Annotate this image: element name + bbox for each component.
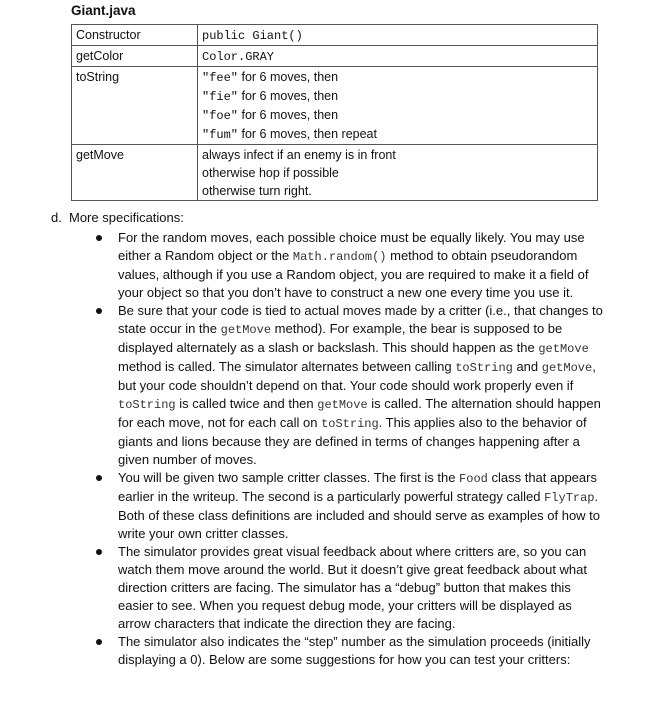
row-value [198,67,598,145]
bullet-item [118,302,606,469]
bullet-text: is called twice and then [175,396,318,411]
inline-code: getMove [538,342,589,356]
bullet-text: You will be given two sample critter classes. The first is the [118,470,460,485]
row-label: Constructor [72,25,198,46]
inline-code: getMove [220,323,272,337]
line-text: for 6 moves, then [238,70,339,84]
bullet-text: . This applies also to the behavior of giants and lions because they are defined in terms of changes happening after a given number of moves. [118,415,587,467]
inline-code: toString [455,361,513,375]
code-value: Color.GRAY [202,50,275,64]
bullet-item [118,633,606,669]
line-text: for 6 moves, then [238,108,339,122]
row-label: getMove [72,145,198,201]
code-value: "fee" [202,71,239,85]
bullet-icon [96,475,102,481]
bullet-list [118,229,606,669]
bullet-text: . Both of these class definitions are included and should serve as examples of how to write your own critter classes. [118,489,601,541]
bullet-text: , but your code shouldn’t depend on that. Your code should work properly even if [118,359,596,393]
inline-code: getMove [317,398,368,412]
row-label: toString [72,67,198,145]
inline-code: getMove [541,361,593,375]
code-value: "foe" [202,109,239,123]
row-label: getColor [72,46,198,67]
bullet-text: The simulator provides great visual feedback about where critters are, so you can watch them move around the world. But it doesn’t give great feedback about what direction critters are facing. The simulator has a “debug” button that makes this easier to see. When you request debug mode, your critters will be displayed as arrow characters that indicate the direction they are facing. [118,544,587,631]
code-value: "fum" [202,128,239,142]
bullet-icon [96,308,102,314]
bullet-text: class that appears earlier in the writeup. The second is a particularly powerful strategy called [118,470,597,504]
inline-code: toString [321,417,379,431]
inline-code: Math.random() [292,250,387,264]
bullet-icon [96,549,102,555]
line-text: for 6 moves, then [238,89,339,103]
bullet-text: is called. The alternation should happen for each move, not for each call on [118,396,601,430]
code-value: public Giant() [202,29,303,43]
bullet-icon [96,639,102,645]
bullet-item [118,543,606,633]
giant-spec-table [71,24,598,201]
inline-code: FlyTrap [544,491,595,505]
row-value [198,145,598,201]
document-title: Giant.java [71,3,136,18]
bullet-text: Be sure that your code is tied to actual moves made by a critter (i.e., that changes to state occur in the [118,303,603,336]
bullet-text: method). For example, the bear is supposed to be displayed alternately as a slash or backslash. This should happen as the [118,321,563,355]
row-value [198,46,598,67]
bullet-text: The simulator also indicates the “step” number as the simulation proceeds (initially displaying a 0). Below are some suggestions for how you can test your critters: [118,634,591,667]
section-title: More specifications: [69,210,184,225]
inline-code: toString [118,398,176,412]
getmove-line: always infect if an enemy is in front [202,148,396,162]
getmove-line: otherwise turn right. [202,184,312,198]
table-row [72,46,598,67]
bullet-text: method is called. The simulator alternates between calling [118,359,456,374]
inline-code: Food [459,472,488,486]
bullet-icon [96,235,102,241]
table-row [72,25,598,46]
table-row [72,67,598,145]
bullet-text: For the random moves, each possible choice must be equally likely. You may use either a Random object or the [118,230,585,263]
section-heading [51,210,184,225]
bullet-item [118,469,606,543]
bullet-text: and [512,359,542,374]
section-letter: d. [51,210,62,225]
code-value: "fie" [202,90,239,104]
line-text: for 6 moves, then repeat [238,127,377,141]
bullet-text: method to obtain pseudorandom values, although if you use a Random object, you are required to make it a field of your object so that you don’t have to construct a new one every time you use it. [118,248,589,300]
getmove-line: otherwise hop if possible [202,166,339,180]
tostring-line [202,87,593,106]
tostring-line [202,125,593,144]
bullet-item [118,229,606,302]
tostring-line [202,68,593,87]
row-value [198,25,598,46]
tostring-line [202,106,593,125]
table-row [72,145,598,201]
